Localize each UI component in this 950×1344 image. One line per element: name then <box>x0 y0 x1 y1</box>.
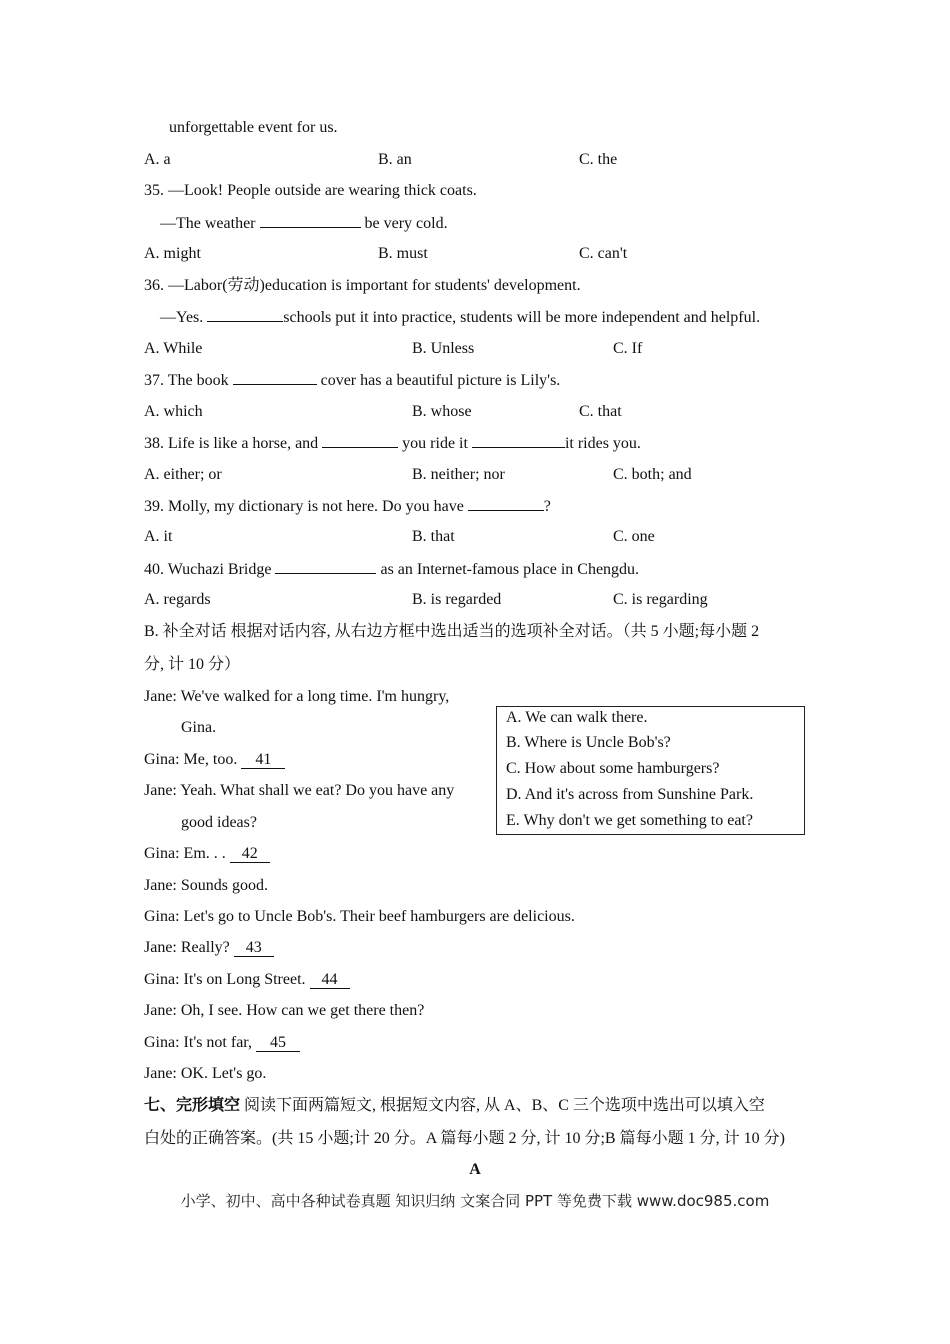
dialogue-line-7 <box>144 938 274 958</box>
dialogue-line-11: Jane: OK. Let's go. <box>144 1065 267 1082</box>
dialogue-line-1: Jane: We've walked for a long time. I'm hungry, <box>144 688 450 705</box>
q35-blank <box>260 213 361 228</box>
blank-45: 45 <box>256 1034 300 1052</box>
dialogue-line-5: Jane: Sounds good. <box>144 877 268 894</box>
dialogue-line-7-text: Jane: Really? <box>144 939 234 956</box>
dialogue-line-10-text: Gina: It's not far, <box>144 1034 256 1051</box>
section-7-title: 七、完形填空 <box>144 1097 241 1114</box>
q34-option-a: A. a <box>144 151 171 168</box>
q40-option-a: A. regards <box>144 591 211 608</box>
q37-option-b: B. whose <box>412 403 472 420</box>
q38-post: it rides you. <box>564 435 641 452</box>
blank-43: 43 <box>234 939 274 957</box>
q38-stem <box>144 433 641 454</box>
q39-option-b: B. that <box>412 528 455 545</box>
q39-option-c: C. one <box>613 528 655 545</box>
q40-option-c: C. is regarding <box>613 591 708 608</box>
section-7-heading-line2: 白处的正确答案。(共 15 小题;计 20 分。A 篇每小题 2 分, 计 10 分;B 篇每小题 1 分, 计 10 分) <box>144 1130 785 1147</box>
q36-blank <box>207 307 283 322</box>
dialogue-line-2 <box>144 750 285 770</box>
q36-line2 <box>160 307 760 328</box>
dialogue-line-8-text: Gina: It's on Long Street. <box>144 971 310 988</box>
q37-pre: 37. The book <box>144 372 233 389</box>
option-d: D. And it's across from Sunshine Park. <box>506 786 754 803</box>
q38-blank-1 <box>322 433 398 448</box>
blank-42: 42 <box>230 845 270 863</box>
q36-stem: 36. —Labor(劳动)education is important for students' development. <box>144 277 581 294</box>
dialogue-line-1-cont: Gina. <box>181 719 217 736</box>
dialogue-line-4-text: Gina: Em. . . <box>144 845 230 862</box>
q38-option-a: A. either; or <box>144 466 222 483</box>
q35-option-c: C. can't <box>579 245 628 262</box>
section-7-heading-line1 <box>144 1096 765 1116</box>
option-e: E. Why don't we get something to eat? <box>506 812 753 829</box>
dialogue-line-9: Jane: Oh, I see. How can we get there then? <box>144 1002 425 1019</box>
dialogue-line-3: Jane: Yeah. What shall we eat? Do you have any <box>144 782 455 799</box>
q35-line2-post: be very cold. <box>360 215 448 232</box>
q38-option-c: C. both; and <box>613 466 692 483</box>
page-footer: 小学、初中、高中各种试卷真题 知识归纳 文案合同 PPT 等免费下载 www.doc985.com <box>180 1192 770 1210</box>
blank-44: 44 <box>310 971 350 989</box>
section-b-instructions-line2: 分, 计 10 分） <box>144 656 241 673</box>
q36-line2-post: schools put it into practice, students will be more independent and helpful. <box>283 309 761 326</box>
section-b-instructions-line1: B. 补全对话 根据对话内容, 从右边方框中选出适当的选项补全对话。（共 5 小题;每小题 2 <box>144 623 760 640</box>
dialogue-line-4 <box>144 844 270 864</box>
section-7-instructions: 阅读下面两篇短文, 根据短文内容, 从 A、B、C 三个选项中选出可以填入空 <box>240 1097 765 1114</box>
dialogue-line-6: Gina: Let's go to Uncle Bob's. Their beef hamburgers are delicious. <box>144 908 575 925</box>
q36-option-a: A. While <box>144 340 203 357</box>
q38-pre: 38. Life is like a horse, and <box>144 435 323 452</box>
q40-post: as an Internet-famous place in Chengdu. <box>376 561 640 578</box>
q39-post: ? <box>543 498 551 515</box>
q40-pre: 40. Wuchazi Bridge <box>144 561 276 578</box>
passage-a-label: A <box>469 1161 481 1178</box>
q38-mid: you ride it <box>398 435 472 452</box>
dialogue-line-10 <box>144 1033 300 1053</box>
q37-option-a: A. which <box>144 403 203 420</box>
dialogue-line-2-text: Gina: Me, too. <box>144 751 242 768</box>
q37-blank <box>233 370 317 385</box>
q39-pre: 39. Molly, my dictionary is not here. Do you have <box>144 498 468 515</box>
q36-option-c: C. If <box>613 340 643 357</box>
dialogue-line-8 <box>144 970 350 990</box>
q37-post: cover has a beautiful picture is Lily's. <box>316 372 561 389</box>
q35-line2-pre: —The weather <box>160 215 260 232</box>
q35-option-b: B. must <box>378 245 428 262</box>
q38-blank-2 <box>472 433 565 448</box>
q39-blank <box>468 496 544 511</box>
q37-stem <box>144 370 560 391</box>
q34-option-c: C. the <box>579 151 618 168</box>
blank-41: 41 <box>241 751 285 769</box>
option-a: A. We can walk there. <box>506 709 648 726</box>
q40-option-b: B. is regarded <box>412 591 502 608</box>
q38-option-b: B. neither; nor <box>412 466 505 483</box>
q34-stem-continuation: unforgettable event for us. <box>169 119 338 136</box>
q35-option-a: A. might <box>144 245 201 262</box>
q40-blank <box>275 559 376 574</box>
q36-line2-pre: —Yes. <box>160 309 208 326</box>
q35-stem: 35. —Look! People outside are wearing thick coats. <box>144 182 477 199</box>
option-b: B. Where is Uncle Bob's? <box>506 734 671 751</box>
dialogue-line-3-cont: good ideas? <box>181 814 257 831</box>
q40-stem <box>144 559 639 580</box>
q37-option-c: C. that <box>579 403 622 420</box>
q36-option-b: B. Unless <box>412 340 475 357</box>
options-box <box>496 706 805 835</box>
q39-stem <box>144 496 551 517</box>
q39-option-a: A. it <box>144 528 173 545</box>
option-c: C. How about some hamburgers? <box>506 760 720 777</box>
q35-line2 <box>160 213 448 234</box>
q34-option-b: B. an <box>378 151 412 168</box>
